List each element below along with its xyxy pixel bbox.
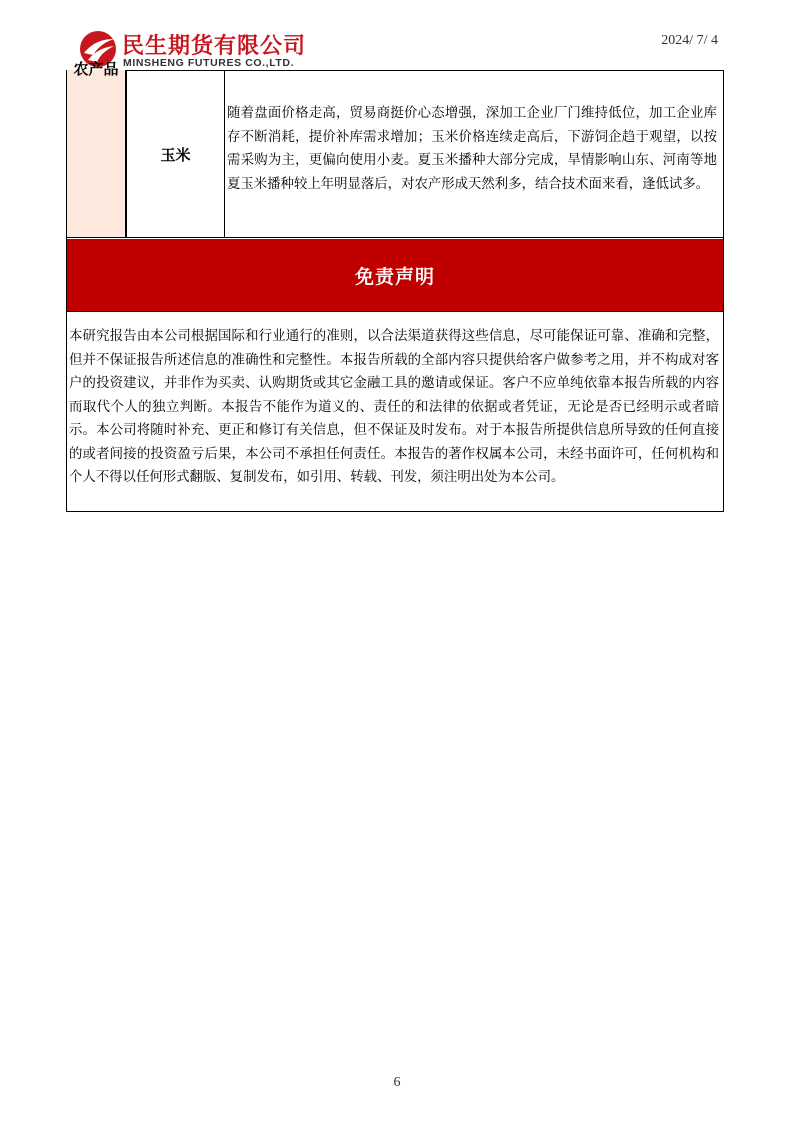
product-name: 玉米 bbox=[160, 145, 191, 164]
product-commentary: 随着盘面价格走高，贸易商挺价心态增强，深加工企业厂门维持低位，加工企业库存不断消耗，提价补库需求增加；玉米价格连续走高后，下游饲企趋于观望，以按需采购为主，更偏向使用小麦。夏玉米播种大部分完成，旱情影响山东、河南等地夏玉米播种较上年明显落后，对农产形成天然利多，结合技术面来看，逢低试多。 bbox=[227, 106, 717, 192]
report-date: 2024/ 7/ 4 bbox=[661, 33, 718, 48]
row-divider-top bbox=[66, 237, 724, 238]
table-border-bottom bbox=[66, 511, 724, 512]
disclaimer-text: 本研究报告由本公司根据国际和行业通行的准则，以合法渠道获得这些信息，尽可能保证可靠、准确和完整，但并不保证报告所述信息的准确性和完整性。本报告所载的全部内容只提供给客户做参考之用，并不构成对客户的投资建议，并非作为买卖、认购期货或其它金融工具的邀请或保证。客户不应单纯依靠本报告所载的内容而取代个人的独立判断。本报告不能作为道义的、责任的和法律的依据或者凭证，无论是否已经明示或者暗示。本公司将随时补充、更正和修订有关信息，但不保证及时发布。对于本报告所提供信息所导致的任何直接的或者间接的投资盈亏后果，本公司不承担任何责任。本报告的著作权属本公司，未经书面许可，任何机构和个人不得以任何形式翻版、复制发布，如引用、转载、刊发，须注明出处为本公司。 bbox=[69, 329, 719, 485]
category-cell bbox=[67, 60, 125, 238]
company-name-en: MINSHENG FUTURES CO.,LTD. bbox=[123, 57, 295, 69]
disclaimer-title: 免责声明 bbox=[354, 265, 435, 288]
table-border-right bbox=[723, 70, 724, 512]
column-divider-3 bbox=[224, 70, 225, 238]
category-label: 农产品 bbox=[73, 60, 119, 78]
page-number: 6 bbox=[393, 1075, 401, 1090]
table-border-left bbox=[66, 70, 67, 512]
row-divider-banner-bottom bbox=[66, 311, 724, 312]
column-divider-2 bbox=[126, 70, 127, 238]
disclaimer-banner bbox=[67, 239, 723, 311]
company-name-cn: 民生期货有限公司 bbox=[122, 34, 307, 59]
